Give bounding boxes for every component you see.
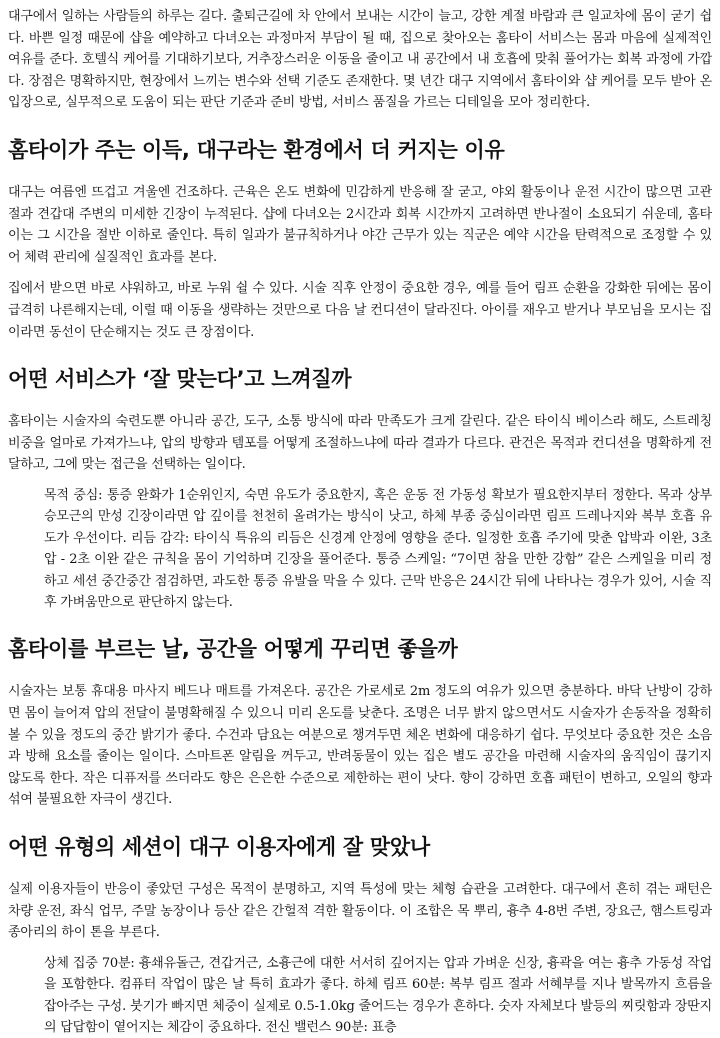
blockquote-text: 목적 중심: 통증 완화가 1순위인지, 숙면 유도가 중요한지, 혹은 운동 전 가동성 확보가 필요한지부터 정한다. 목과 상부 승모근의 만성 긴장이라면 압 깊이를 천천히 올려가는 방식이 낫고, 하체 부종 중심이라면 림프 드레나지와 복부 호흡 유도가 우선이다. 리듬 감각: 타이식 특유의 리듬은 신경계 안정에 영향을 준다. 일정한 호흡 주기에 맞춘 압박과 이완, 3초 압 - 2초 이완 같은 규칙을 몸이 기억하며 긴장을 풀어준다. 통증 스케일: “7이면 참을 만한 강함” 같은 스케일을 미리 정하고 세션 중간중간 점검하면, 과도한 통증 유발을 막을 수 있다. 근막 반응은 24시간 뒤에 나타나는 경우가 있어, 시술 직후 가벼움만으로 판단하지 않는다.	[44, 487, 712, 610]
section-heading-benefits: 홈타이가 주는 이득, 대구라는 환경에서 더 커지는 이유	[8, 137, 505, 162]
section-heading-space: 홈타이를 부르는 날, 공간을 어떻게 꾸리면 좋을까	[8, 637, 458, 662]
section-heading-fit: 어떤 서비스가 ‘잘 맞는다’고 느껴질까	[8, 367, 352, 392]
section-paragraph: 실제 이용자들이 반응이 좋았던 구성은 목적이 분명하고, 지역 특성에 맞는 체형 습관을 고려한다. 대구에서 흔히 겪는 패턴은 차량 운전, 좌식 업무, 주말 농장이나 등산 같은 간헐적 격한 활동이다. 이 조합은 목 뿌리, 흉추 4-8번 주변, 장요근, 햄스트링과 종아리의 하이 톤을 부른다.	[8, 881, 712, 941]
blockquote	[44, 953, 712, 1038]
intro-paragraph: 대구에서 일하는 사람들의 하루는 길다. 출퇴근길에 차 안에서 보내는 시간이 늘고, 강한 계절 바람과 큰 일교차에 몸이 굳기 쉽다. 바쁜 일정 때문에 샵을 예약하고 다녀오는 과정마저 부담이 될 때, 집으로 찾아오는 홈타이 서비스는 몸과 마음에 실제적인 여유를 준다. 호텔식 케어를 기대하기보다, 거추장스러운 이동을 줄이고 내 공간에서 내 호흡에 맞춰 풀어가는 회복 과정에 가깝다. 장점은 명확하지만, 현장에서 느끼는 변수와 선택 기준도 존재한다. 몇 년간 대구 지역에서 홈타이와 샵 케어를 모두 받아 온 입장으로, 실무적으로 도움이 되는 판단 기준과 준비 방법, 서비스 품질을 가르는 디테일을 모아 정리한다.	[8, 9, 712, 111]
blockquote-text: 상체 집중 70분: 흉쇄유돌근, 견갑거근, 소흉근에 대한 서서히 깊어지는 압과 가벼운 신장, 흉곽을 여는 흉추 가동성 작업을 포함한다. 컴퓨터 작업이 많은 날 특히 효과가 좋다. 하체 림프 60분: 복부 림프 절과 서혜부를 지나 발목까지 흐름을 잡아주는 구성. 붓기가 빠지면 체중이 실제로 0.5-1.0kg 줄어드는 경우가 흔하다. 숫자 자체보다 발등의 찌릿함과 장딴지의 답답함이 옅어지는 체감이 중요하다. 전신 밸런스 90분: 표층	[44, 955, 712, 1035]
blockquote	[44, 485, 712, 613]
section-paragraph: 집에서 받으면 바로 샤워하고, 바로 누워 쉴 수 있다. 시술 직후 안정이 중요한 경우, 예를 들어 림프 순환을 강화한 뒤에는 몸이 급격히 나른해지는데, 이럴 때 이동을 생략하는 것만으로 다음 날 컨디션이 달라진다. 아이를 재우고 받거나 부모님을 모시는 집이라면 동선이 단순해지는 것도 큰 장점이다.	[8, 281, 712, 340]
section-paragraph: 홈타이는 시술자의 숙련도뿐 아니라 공간, 도구, 소통 방식에 따라 만족도가 크게 갈린다. 같은 타이식 베이스라 해도, 스트레칭 비중을 얼마로 가져가느냐, 압의 방향과 템포를 어떻게 조절하느냐에 따라 결과가 다르다. 관건은 목적과 컨디션을 명확하게 전달하고, 그에 맞는 접근을 선택하는 일이다.	[8, 414, 712, 473]
section-heading-sessions: 어떤 유형의 세션이 대구 이용자에게 잘 맞았나	[8, 834, 430, 859]
section-paragraph: 시술자는 보통 휴대용 마사지 베드나 매트를 가져온다. 공간은 가로세로 2m 정도의 여유가 있으면 충분하다. 바닥 난방이 강하면 몸이 늘어져 압의 전달이 불명확해질 수 있으니 미리 온도를 낮춘다. 조명은 너무 밝지 않으면서도 시술자가 손동작을 정확히 볼 수 있을 정도의 중간 밝기가 좋다. 수건과 담요는 여분으로 챙겨두면 체온 변화에 대응하기 쉽다. 무엇보다 중요한 것은 소음과 방해 요소를 줄이는 일이다. 스마트폰 알림을 꺼두고, 반려동물이 있는 집은 별도 공간을 마련해 시술자의 움직임이 끊기지 않도록 한다. 작은 디퓨저를 쓰더라도 향은 은은한 수준으로 제한하는 편이 낫다. 향이 강하면 호흡 패턴이 변하고, 오일의 향과 섞여 불필요한 자극이 생긴다.	[8, 684, 712, 808]
section-paragraph: 대구는 여름엔 뜨겁고 겨울엔 건조하다. 근육은 온도 변화에 민감하게 반응해 잘 굳고, 야외 활동이나 운전 시간이 많으면 고관절과 견갑대 주변의 미세한 긴장이 누적된다. 샵에 다녀오는 2시간과 회복 시간까지 고려하면 반나절이 소요되기 쉬운데, 홈타이는 그 시간을 절반 이하로 줄인다. 특히 일과가 불규칙하거나 야간 근무가 있는 직군은 예약 시간을 탄력적으로 조정할 수 있어 체력 관리에 실질적인 효과를 본다.	[8, 184, 712, 265]
